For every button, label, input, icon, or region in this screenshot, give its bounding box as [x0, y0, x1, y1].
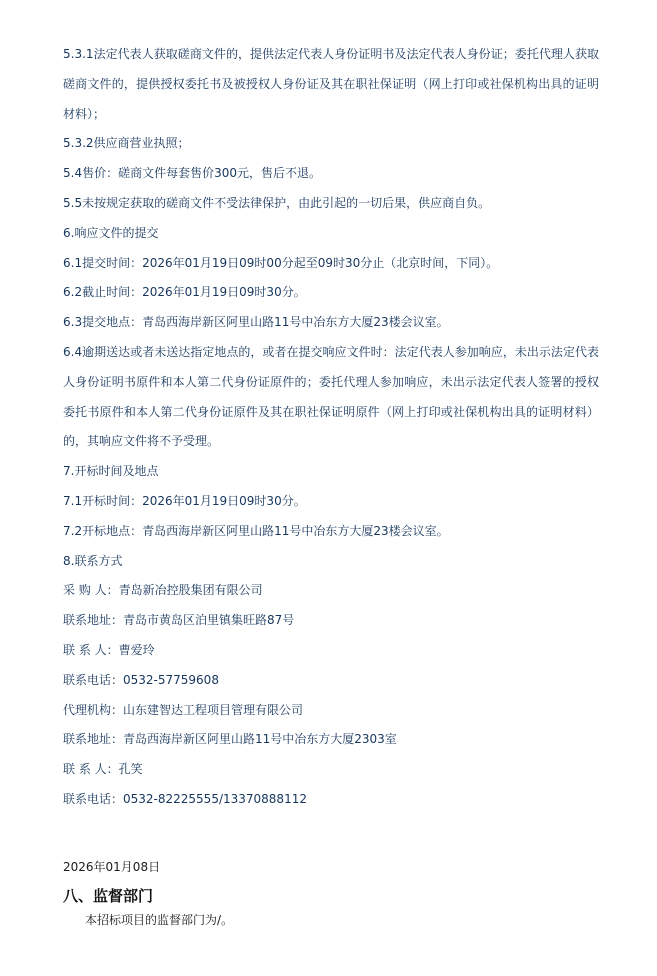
- clause-6-1: 6.1提交时间：2026年01月19日09时00分起至09时30分止（北京时间，下同）。: [63, 255, 499, 270]
- section-body-supervision: 本招标项目的监督部门为/。: [85, 912, 234, 927]
- purchaser-contact: 联 系 人：曹爱玲: [63, 642, 155, 657]
- heading-8: 8.联系方式: [63, 553, 123, 568]
- agency-phone: 联系电话：0532-82225555/13370888112: [63, 791, 307, 806]
- clause-5-3-2: 5.3.2供应商营业执照；: [63, 136, 190, 151]
- spacer: [63, 815, 599, 845]
- heading-7: 7.开标时间及地点: [63, 464, 159, 479]
- clause-7-2: 7.2开标地点：青岛西海岸新区阿里山路11号中冶东方大厦23楼会议室。: [63, 523, 449, 538]
- agency-address: 联系地址：青岛西海岸新区阿里山路11号中冶东方大厦2303室: [63, 732, 397, 747]
- clause-5-3-1: 5.3.1法定代表人获取磋商文件的，提供法定代表人身份证明书及法定代表人身份证；委托代理人获取磋商文件的，提供授权委托书及被授权人身份证及其在职社保证明（网上打印或社保机构出具的证明材料）；: [63, 47, 599, 121]
- heading-6: 6.响应文件的提交: [63, 225, 159, 240]
- document-date: 2026年01月08日: [63, 859, 161, 874]
- clause-5-4: 5.4售价：磋商文件每套售价300元，售后不退。: [63, 166, 321, 181]
- agency-name: 代理机构：山东建智达工程项目管理有限公司: [63, 702, 304, 717]
- agency-contact: 联 系 人：孔笑: [63, 762, 143, 777]
- purchaser-address: 联系地址：青岛市黄岛区泊里镇集旺路87号: [63, 613, 295, 628]
- clause-6-4: 6.4逾期送达或者未送达指定地点的，或者在提交响应文件时：法定代表人参加响应，未出示法定代表人身份证明书原件和本人第二代身份证原件的；委托代理人参加响应，未出示法定代表人签署的授权委托书原件和本人第二代身份证原件及其在职社保证明原件（网上打印或社保机构出具的证明材料）的，其响应文件将不予受理。: [63, 344, 599, 449]
- clause-7-1: 7.1开标时间：2026年01月19日09时30分。: [63, 493, 306, 508]
- purchaser-phone: 联系电话：0532-57759608: [63, 672, 219, 687]
- purchaser-name: 采 购 人：青岛新冶控股集团有限公司: [63, 583, 263, 598]
- clause-6-2: 6.2截止时间：2026年01月19日09时30分。: [63, 285, 306, 300]
- section-heading-supervision: 八、监督部门: [63, 886, 154, 905]
- clause-6-3: 6.3提交地点：青岛西海岸新区阿里山路11号中冶东方大厦23楼会议室。: [63, 315, 449, 330]
- clause-5-5: 5.5未按规定获取的磋商文件不受法律保护，由此引起的一切后果，供应商自负。: [63, 195, 491, 210]
